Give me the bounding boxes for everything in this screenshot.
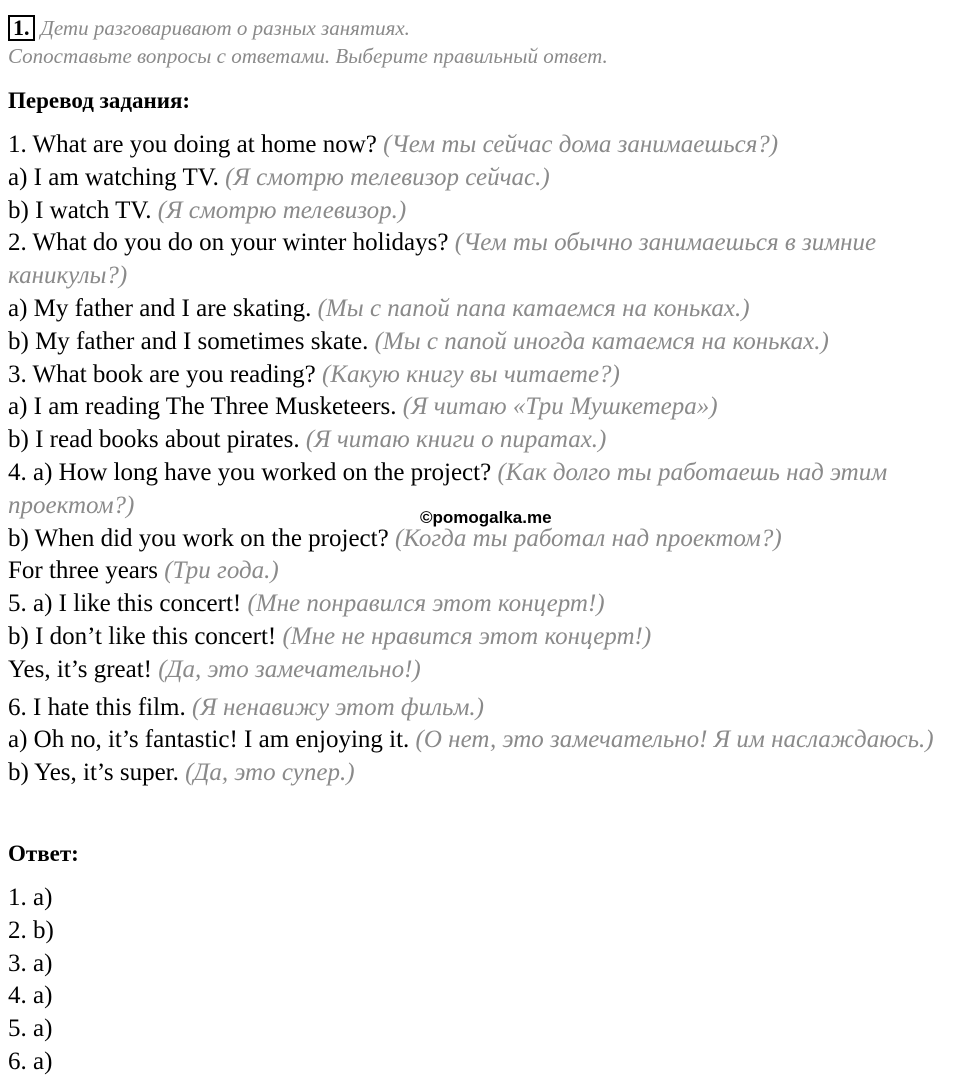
russian-translation: (Я читаю «Три Мушкетера») <box>402 393 718 421</box>
russian-translation: (Мне понравился этот концерт!) <box>247 590 605 618</box>
answer-option-2b <box>8 326 956 359</box>
translation-block <box>8 129 956 790</box>
question-line-2 <box>8 227 956 293</box>
russian-translation: (О нет, это замечательно! Я им наслаждаюсь.) <box>415 726 934 754</box>
english-text: a) Oh no, it’s fantastic! I am enjoying it. <box>8 726 410 754</box>
question-line-5b <box>8 621 956 654</box>
answer-option-3b <box>8 424 956 457</box>
russian-translation: (Я смотрю телевизор.) <box>157 196 407 224</box>
russian-translation: (Да, это супер.) <box>185 759 355 787</box>
answer-item: 3. a) <box>8 949 53 977</box>
translation-heading: Перевод задания: <box>8 88 191 113</box>
english-text: Yes, it’s great! <box>8 655 152 683</box>
english-text: a) My father and I are skating. <box>8 294 312 322</box>
english-text: a) I am watching TV. <box>8 163 219 191</box>
english-text: 6. I hate this film. <box>8 693 186 721</box>
task-number-box: 1. <box>8 15 35 41</box>
english-text: a) I am reading The Three Musketeers. <box>8 393 397 421</box>
english-text: b) Yes, it’s super. <box>8 759 179 787</box>
russian-translation: (Как долго ты работаешь над этим проектом?) <box>8 458 888 519</box>
russian-translation: (Чем ты сейчас дома занимаешься?) <box>383 131 779 158</box>
russian-translation: (Какую книгу вы читаете?) <box>322 360 620 388</box>
question-line-5a <box>8 588 956 621</box>
answer-item: 4. a) <box>8 982 53 1010</box>
answer-option-3a <box>8 391 956 424</box>
answer-item: 6. a) <box>8 1047 53 1075</box>
answer-option-1a <box>8 162 956 195</box>
russian-translation: (Три года.) <box>164 557 279 585</box>
russian-translation: (Когда ты работал над проектом?) <box>394 524 782 552</box>
answer-option-6b <box>8 757 956 790</box>
question-line-6 <box>8 692 956 725</box>
answer-line-4 <box>8 555 956 588</box>
russian-translation: (Мы с папой иногда катаемся на коньках.) <box>374 327 829 355</box>
question-line-3 <box>8 359 956 392</box>
answer-heading: Ответ: <box>8 841 79 866</box>
answer-item: 2. b) <box>8 916 54 944</box>
answer-option-6a <box>8 724 956 757</box>
russian-translation: (Я смотрю телевизор сейчас.) <box>225 163 550 191</box>
answer-item: 5. a) <box>8 1015 53 1043</box>
answer-line-5 <box>8 654 956 687</box>
answer-item: 1. a) <box>8 884 53 911</box>
russian-translation: (Чем ты обычно занимаешься в зимние каникулы?) <box>8 229 877 290</box>
russian-translation: (Я ненавижу этот фильм.) <box>192 693 484 721</box>
task-instruction-line-1 <box>8 14 948 42</box>
english-text: b) I watch TV. <box>8 196 152 224</box>
russian-translation: (Я читаю книги о пиратах.) <box>305 426 607 454</box>
russian-translation: (Мне не нравится этот концерт!) <box>282 622 652 650</box>
english-text: b) I read books about pirates. <box>8 426 300 454</box>
english-text: 5. a) I like this concert! <box>8 590 242 618</box>
watermark: ©pomogalka.me <box>420 508 552 527</box>
question-line-1 <box>8 129 956 162</box>
english-text: b) I don’t like this concert! <box>8 622 277 650</box>
english-text: 2. What do you do on your winter holidays? <box>8 229 449 257</box>
answer-option-2a <box>8 293 956 326</box>
answer-list <box>8 882 54 1079</box>
english-text: 4. a) How long have you worked on the project? <box>8 458 492 486</box>
answer-option-1b <box>8 195 956 228</box>
russian-translation: (Да, это замечательно!) <box>158 655 421 683</box>
english-text: For three years <box>8 557 158 585</box>
english-text: 1. What are you doing at home now? <box>8 131 377 158</box>
task-instruction-text-1: Дети разговаривают о разных занятиях. <box>40 16 410 40</box>
english-text: b) When did you work on the project? <box>8 524 389 552</box>
russian-translation: (Мы с папой папа катаемся на коньках.) <box>317 294 750 322</box>
task-header <box>8 14 948 70</box>
english-text: 3. What book are you reading? <box>8 360 316 388</box>
english-text: b) My father and I sometimes skate. <box>8 327 369 355</box>
task-instruction-line-2: Сопоставьте вопросы с ответами. Выберите правильный ответ. <box>8 44 608 68</box>
